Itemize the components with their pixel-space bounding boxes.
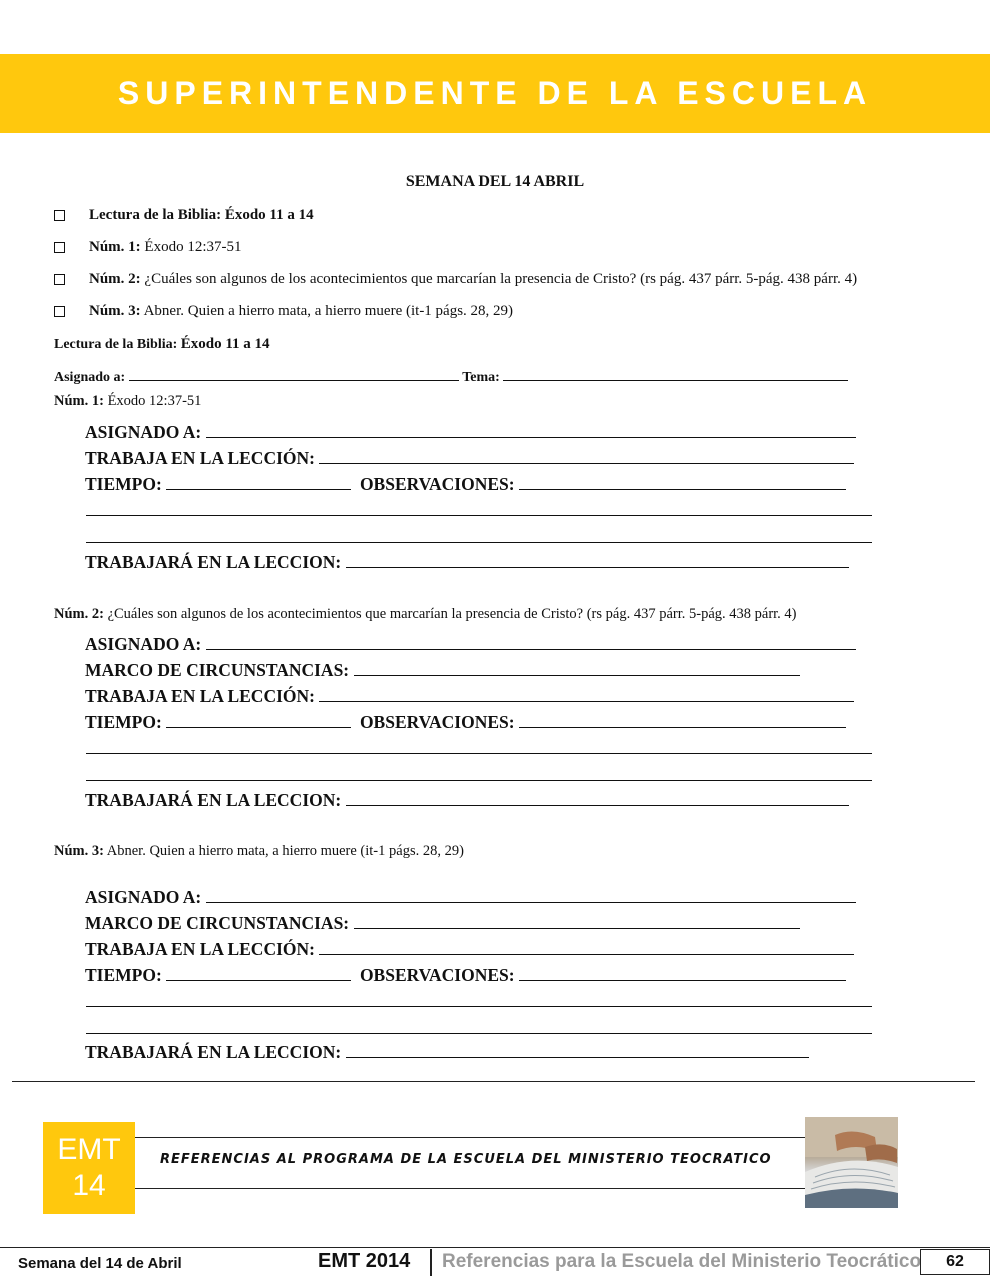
checkbox[interactable] [54, 242, 65, 253]
emt-badge-line1: EMT [57, 1133, 121, 1166]
reading-heading: Lectura de la Biblia: Éxodo 11 a 14 [54, 336, 270, 352]
s1-notes-line[interactable] [86, 515, 872, 516]
s2-assigned-row: ASIGNADO A: [85, 634, 856, 655]
s3-setting-row: MARCO DE CIRCUNSTANCIAS: [85, 913, 800, 934]
band-text: REFERENCIAS AL PROGRAMA DE LA ESCUELA DEL MINISTERIO TEOCRATICO [160, 1152, 772, 1167]
checklist-label: Núm. 2: [89, 271, 141, 287]
section-1-heading: Núm. 1: Éxodo 12:37-51 [54, 393, 202, 409]
s3-works-row: TRABAJA EN LA LECCIÓN: [85, 939, 854, 960]
divider [12, 1081, 975, 1082]
footer-line [0, 1247, 990, 1248]
s1-will-work-blank[interactable] [346, 553, 849, 568]
s2-works-blank[interactable] [319, 687, 854, 702]
checklist-item [54, 239, 954, 271]
s1-time-row: TIEMPO: OBSERVACIONES: [85, 474, 846, 495]
s2-time-row: TIEMPO: OBSERVACIONES: [85, 712, 846, 733]
checklist-label: Lectura de la Biblia: Éxodo 11 a 14 [89, 207, 314, 223]
s3-will-work-row: TRABAJARÁ EN LA LECCION: [85, 1042, 809, 1063]
s3-works-blank[interactable] [319, 940, 854, 955]
s2-setting-row: MARCO DE CIRCUNSTANCIAS: [85, 660, 800, 681]
checklist-label: Núm. 1: [89, 239, 141, 255]
band-top-line [135, 1137, 805, 1138]
checklist-text: Abner. Quien a hierro mata, a hierro muere (it-1 págs. 28, 29) [140, 303, 514, 319]
s1-observations-blank[interactable] [519, 475, 846, 490]
page-number [920, 1249, 990, 1275]
footer-emt: EMT 2014 [318, 1250, 411, 1272]
bible-reading-photo [805, 1117, 898, 1208]
s2-notes-line[interactable] [86, 780, 872, 781]
section-3-heading: Núm. 3: Abner. Quien a hierro mata, a hierro muere (it-1 págs. 28, 29) [54, 843, 464, 859]
s2-assigned-blank[interactable] [206, 635, 856, 650]
book-hands-image [805, 1117, 898, 1208]
emt-badge-line2: 14 [72, 1169, 106, 1202]
assigned-label: Asignado a: [54, 370, 126, 385]
reading-assigned-row [54, 366, 848, 386]
page-number-text: 62 [946, 1253, 964, 1270]
checklist-item [54, 207, 954, 239]
footer-separator [430, 1249, 432, 1276]
s2-time-blank[interactable] [166, 713, 351, 728]
footer-reference: Referencias para la Escuela del Ministerio Teocrático [442, 1251, 922, 1272]
s1-works-row: TRABAJA EN LA LECCIÓN: [85, 448, 854, 469]
s1-time-blank[interactable] [166, 475, 351, 490]
checkbox[interactable] [54, 306, 65, 317]
week-title: SEMANA DEL 14 ABRIL [405, 173, 585, 190]
checklist-item [54, 271, 954, 303]
topic-label: Tema: [462, 370, 500, 385]
section-2-heading: Núm. 2: ¿Cuáles son algunos de los acontecimientos que marcarían la presencia de Cristo? (rs pág. 437 párr. 5-pág. 438 párr. 4) [54, 606, 797, 622]
s3-observations-blank[interactable] [519, 966, 846, 981]
s2-will-work-blank[interactable] [346, 791, 849, 806]
checklist-label: Núm. 3: [89, 303, 141, 319]
checkbox[interactable] [54, 274, 65, 285]
s3-setting-blank[interactable] [354, 914, 800, 929]
s1-works-blank[interactable] [319, 449, 854, 464]
banner-title: SUPERINTENDENTE DE LA ESCUELA [117, 75, 873, 111]
checklist-text: ¿Cuáles son algunos de los acontecimientos que marcarían la presencia de Cristo? (rs pág. 437 párr. 5-pág. 438 párr. 4) [140, 271, 858, 287]
s3-notes-line[interactable] [86, 1006, 872, 1007]
s1-assigned-row: ASIGNADO A: [85, 422, 856, 443]
s3-notes-line[interactable] [86, 1033, 872, 1034]
s2-setting-blank[interactable] [354, 661, 800, 676]
section-banner [0, 54, 990, 133]
checkbox[interactable] [54, 210, 65, 221]
band-bottom-line [135, 1188, 805, 1189]
emt-badge [43, 1122, 135, 1214]
s3-will-work-blank[interactable] [346, 1043, 809, 1058]
topic-blank[interactable] [503, 366, 848, 381]
checklist-text: Éxodo 12:37-51 [140, 239, 242, 255]
s2-works-row: TRABAJA EN LA LECCIÓN: [85, 686, 854, 707]
assignment-checklist [54, 207, 954, 335]
s3-time-blank[interactable] [166, 966, 351, 981]
footer-week: Semana del 14 de Abril [18, 1255, 182, 1272]
s1-will-work-row: TRABAJARÁ EN LA LECCION: [85, 552, 849, 573]
s2-notes-line[interactable] [86, 753, 872, 754]
s1-notes-line[interactable] [86, 542, 872, 543]
s2-observations-blank[interactable] [519, 713, 846, 728]
s3-assigned-row: ASIGNADO A: [85, 887, 856, 908]
s3-time-row: TIEMPO: OBSERVACIONES: [85, 965, 846, 986]
checklist-item [54, 303, 954, 335]
s2-will-work-row: TRABAJARÁ EN LA LECCION: [85, 790, 849, 811]
assigned-blank[interactable] [129, 366, 459, 381]
s3-assigned-blank[interactable] [206, 888, 856, 903]
s1-assigned-blank[interactable] [206, 423, 856, 438]
